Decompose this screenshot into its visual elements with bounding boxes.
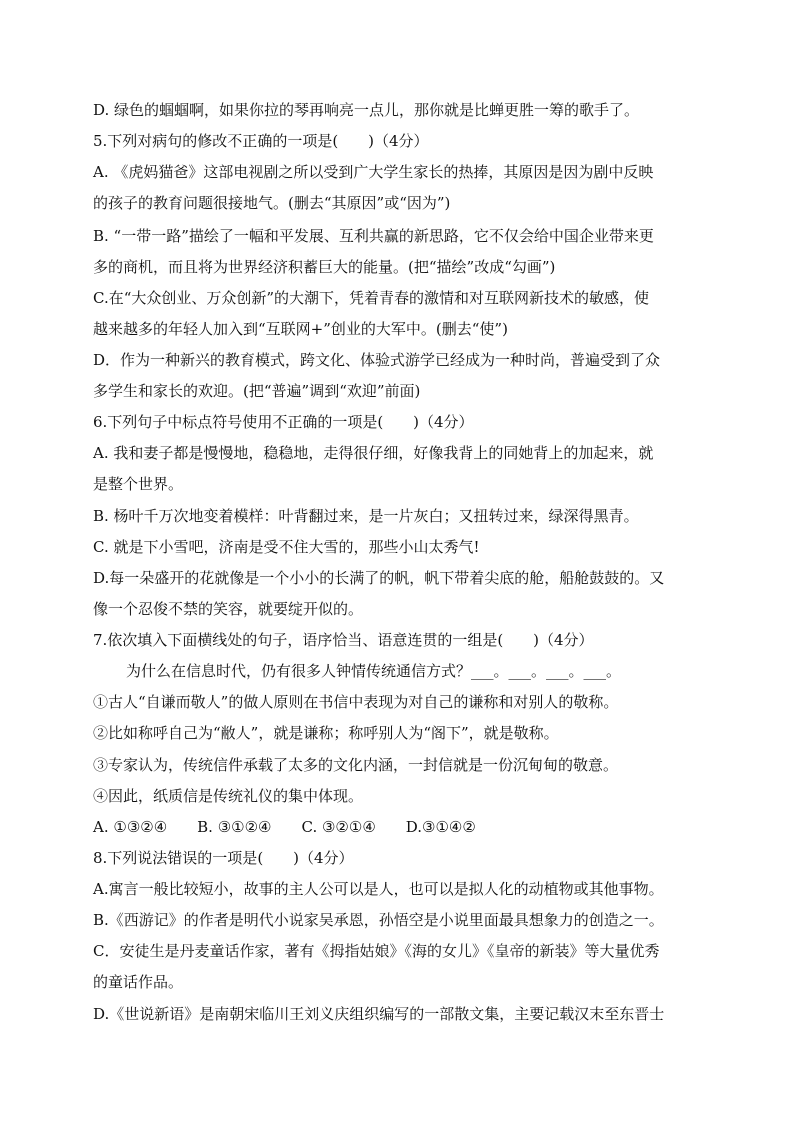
- q6-option-c: C. 就是下小雪吧，济南是受不住大雪的，那些小山太秀气!: [93, 538, 480, 556]
- q6-option-a-line-2: 是整个世界。: [93, 475, 184, 493]
- q8-option-c-line-2: 的童话作品。: [93, 973, 184, 991]
- q8-option-b: B.《西游记》的作者是明代小说家吴承恩，孙悟空是小说里面最具想象力的创造之一。: [93, 911, 664, 929]
- q8-option-a: A.寓言一般比较短小，故事的主人公可以是人，也可以是拟人化的动植物或其他事物。: [93, 880, 664, 898]
- q7-sentence-3: ③专家认为，传统信件承载了太多的文化内涵，一封信就是一份沉甸甸的敬意。: [93, 756, 619, 774]
- q7-sentence-2: ②比如称呼自己为“敝人”，就是谦称；称呼别人为“阁下”，就是敬称。: [93, 724, 559, 742]
- q7-options: A. ①③②④ B. ③①②④ C. ③②①④ D.③①④②: [93, 818, 476, 836]
- q7-prompt-sentence: 为什么在信息时代，仍有很多人钟情传统通信方式？___。___。___。___。: [126, 662, 622, 680]
- q5-option-d-line-1: D．作为一种新兴的教育模式，跨文化、体验式游学已经成为一种时尚，普遍受到了众: [93, 351, 661, 369]
- q5-option-c-line-2: 越来越多的年轻人加入到“互联网+”创业的大军中。(删去“使”): [93, 320, 508, 338]
- q6-option-d-line-2: 像一个忍俊不禁的笑容，就要绽开似的。: [93, 600, 364, 618]
- question-7-stem: 7.依次填入下面横线处的句子，语序恰当、语意连贯的一组是( )（4分）: [93, 631, 594, 649]
- question-5-stem: 5.下列对病句的修改不正确的一项是( )（4分）: [93, 132, 429, 150]
- q6-option-b: B. 杨叶千万次地变着模样：叶背翻过来，是一片灰白；又扭转过来，绿深得黑青。: [93, 507, 639, 525]
- q5-option-a-line-2: 的孩子的教育问题很接地气。(删去“其原因”或“因为”): [93, 194, 451, 212]
- q6-option-a-line-1: A. 我和妻子都是慢慢地，稳稳地，走得很仔细，好像我背上的同她背上的加起来，就: [93, 444, 654, 462]
- q7-sentence-4: ④因此，纸质信是传统礼仪的集中体现。: [93, 787, 364, 805]
- q5-option-c-line-1: C.在“大众创业、万众创新”的大潮下，凭着青春的激情和对互联网新技术的敏感，使: [93, 289, 650, 307]
- text-line-q4-option-d: D. 绿色的蝈蝈啊，如果你拉的琴再响亮一点儿，那你就是比蝉更胜一筹的歌手了。: [93, 101, 640, 119]
- q7-sentence-1: ①古人“自谦而敬人”的做人原则在书信中表现为对自己的谦称和对别人的敬称。: [93, 693, 619, 711]
- q8-option-d-line-1: D.《世说新语》是南朝宋临川王刘义庆组织编写的一部散文集，主要记载汉末至东晋士: [93, 1005, 665, 1023]
- q5-option-b-line-2: 多的商机，而且将为世界经济积蓄巨大的能量。(把“描绘”改成“勾画”): [93, 258, 556, 276]
- question-6-stem: 6.下列句子中标点符号使用不正确的一项是( )（4分）: [93, 413, 474, 431]
- q5-option-a-line-1: A. 《虎妈猫爸》这部电视剧之所以受到广大学生家长的热捧，其原因是因为剧中反映: [93, 163, 654, 181]
- q5-option-b-line-1: B. “一带一路”描绘了一幅和平发展、互利共赢的新思路，它不仅会给中国企业带来更: [93, 227, 654, 245]
- q8-option-c-line-1: C．安徒生是丹麦童话作家，著有《拇指姑娘》《海的女儿》《皇帝的新装》等大量优秀: [93, 942, 660, 960]
- question-8-stem: 8.下列说法错误的一项是( )（4分）: [93, 849, 354, 867]
- q6-option-d-line-1: D.每一朵盛开的花就像是一个小小的长满了的帆，帆下带着尖底的舱，船舱鼓鼓的。又: [93, 569, 665, 587]
- q5-option-d-line-2: 多学生和家长的欢迎。(把“普遍”调到“欢迎”前面): [93, 382, 421, 400]
